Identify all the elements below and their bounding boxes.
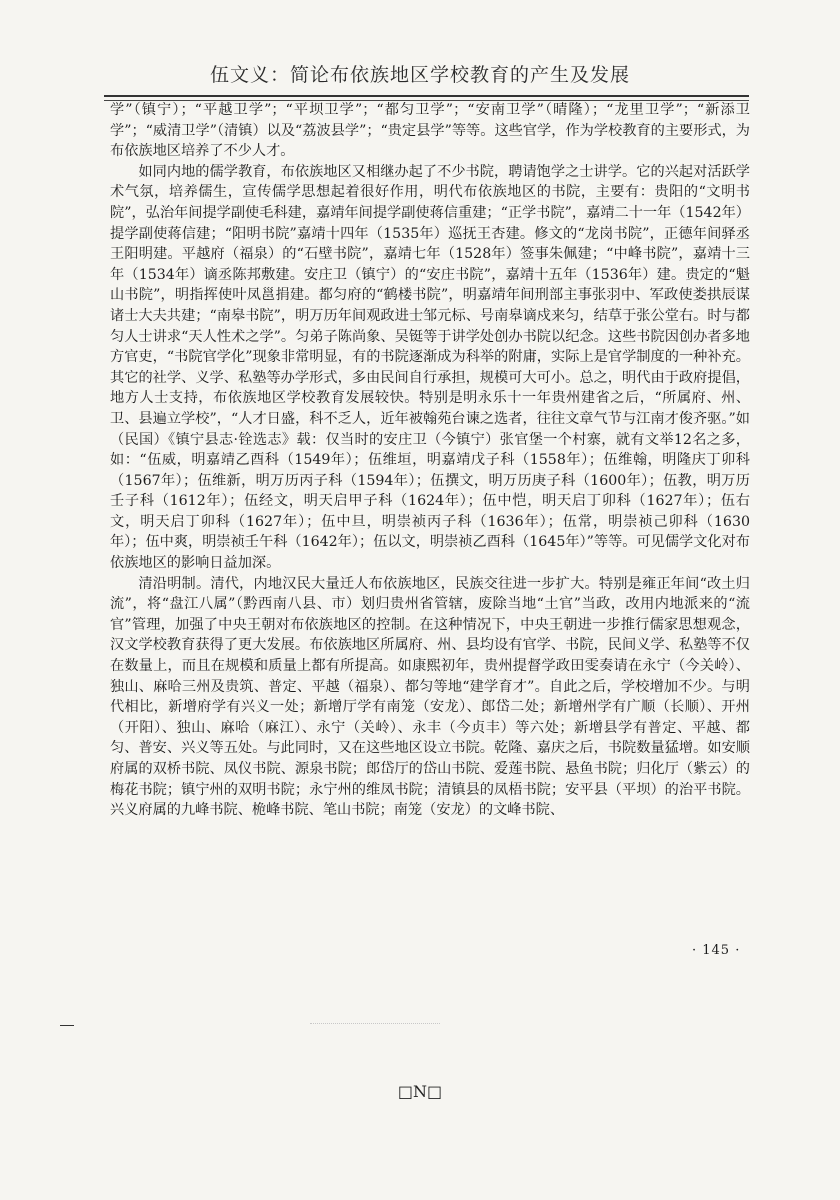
paragraph-continued: 学”（镇宁）；“平越卫学”；“平坝卫学”；“都匀卫学”；“安南卫学”（晴隆）；“龙里卫学”；“新添卫学”；“威清卫学”（清镇）以及“荔波县学”；“贵定县学”等等。这些官学，作为学校教育的主要形式，为布依族地区培养了不少人才。 — [110, 102, 750, 160]
margin-mark — [60, 1025, 74, 1026]
paragraph-qing-dynasty: 清沿明制。清代，内地汉民大量迁人布依族地区，民族交往进一步扩大。特别是雍正年间“改土归流”，将“盘江八属”（黔西南八县、市）划归贵州省管辖，废除当地“土官”当政，改用内地派来的“流官”管理，加强了中央王朝对布依族地区的控制。在这种情况下，中央王朝进一步推行儒家思想观念，汉文学校教育获得了更大发展。布依族地区所属府、州、县均设有官学、书院，民间义学、私塾等不仅在数量上，而且在规模和质量上都有所提高。如康熙初年，贵州提督学政田雯奏请在永宁（今关岭）、独山、麻哈三州及贵筑、普定、平越（福泉）、都匀等地“建学育才”。自此之后，学校增加不少。与明代相比，新增府学有兴义一处；新增厅学有南笼（安龙）、郎岱二处；新增州学有广顺（长顺）、开州（开阳）、独山、麻哈（麻江）、永宁（关岭）、永丰（今贞丰）等六处；新增县学有普定、平越、都匀、普安、兴义等五处。与此同时，又在这些地区设立书院。乾隆、嘉庆之后，书院数量猛增。如安顺府属的双桥书院、凤仪书院、源泉书院；郎岱厅的岱山书院、爱莲书院、悬鱼书院；归化厅（紫云）的梅花书院；镇宁州的双明书院；永宁州的维凤书院；清镇县的凤梧书院；安平县（平坝）的治平书院。兴义府属的九峰书院、桅峰书院、笔山书院；南笼（安龙）的文峰书院、 — [110, 575, 750, 819]
footer-mark: □N□ — [397, 1082, 443, 1101]
article-body — [110, 100, 750, 821]
running-title: 伍文义：简论布依族地区学校教育的产生及发展 — [209, 64, 630, 86]
header-rule — [104, 95, 749, 97]
scan-smudge — [310, 1023, 440, 1024]
paragraph-ming-academies: 如同内地的儒学教育，布依族地区又相继办起了不少书院，聘请饱学之士讲学。它的兴起对活跃学术气氛，培养儒生，宣传儒学思想起着很好作用，明代布依族地区的书院，主要有：贵阳的“文明书院”，弘治年间提学副使毛科建，嘉靖年间提学副使蒋信重建；“正学书院”，嘉靖二十一年（1542年）提学副使蒋信建；“阳明书院”嘉靖十四年（1535年）巡抚王杏建。修文的“龙岗书院”，正德年间驿丞王阳明建。平越府（福泉）的“石壁书院”，嘉靖七年（1528年）签事朱佩建；“中峰书院”，嘉靖十三年（1534年）谪丞陈邦敷建。安庄卫（镇宁）的“安庄书院”，嘉靖十五年（1536年）建。贵定的“魁山书院”，明指挥使叶凤邕捐建。都匀府的“鹤楼书院”，明嘉靖年间刑部主事张羽中、军政使娄拱辰谋诸士大夫共建；“南皋书院”，明万历年间观政进士邹元标、号南皋谪戍来匀，结草于张公堂右。时与都匀人士讲求“天人性术之学”。匀弟子陈尚象、吴铤等于讲学处创办书院以纪念。这些书院因创办者多地方官吏，“书院官学化”现象非常明显，有的书院逐渐成为科举的附庸，实际上是官学制度的一种补充。其它的社学、义学、私塾等办学形式，多由民间自行承担，规模可大可小。总之，明代由于政府提倡，地方人士支持，布依族地区学校教育发展较快。特别是明永乐十一年贵州建省之后，“所属府、州、卫、县遍立学校”，“人才日盛，科不乏人，近年被翰苑台谏之选者，往往文章气节与江南才俊齐驱。”如（民国）《镇宁县志·铨选志》载：仅当时的安庄卫（今镇宁）张官堡一个村寨，就有文举12名之多，如：“伍威，明嘉靖乙酉科（1549年）；伍维垣，明嘉靖戊子科（1558年）；伍维翰，明隆庆丁卯科（1567年）；伍维新，明万历丙子科（1594年）；伍撰文，明万历庚子科（1600年）；伍教，明万历壬子科（1612年）；伍经文，明天启甲子科（1624年）；伍中恺，明天启丁卯科（1627年）；伍右文，明天启丁卯科（1627年）；伍中旦，明崇祯丙子科（1636年）；伍常，明崇祯己卯科（1630年）；伍中爽，明崇祯壬午科（1642年）；伍以文，明崇祯乙酉科（1645年）”等等。可见儒学文化对布依族地区的影响日益加深。 — [110, 163, 750, 572]
page-number: · 145 · — [692, 943, 741, 958]
